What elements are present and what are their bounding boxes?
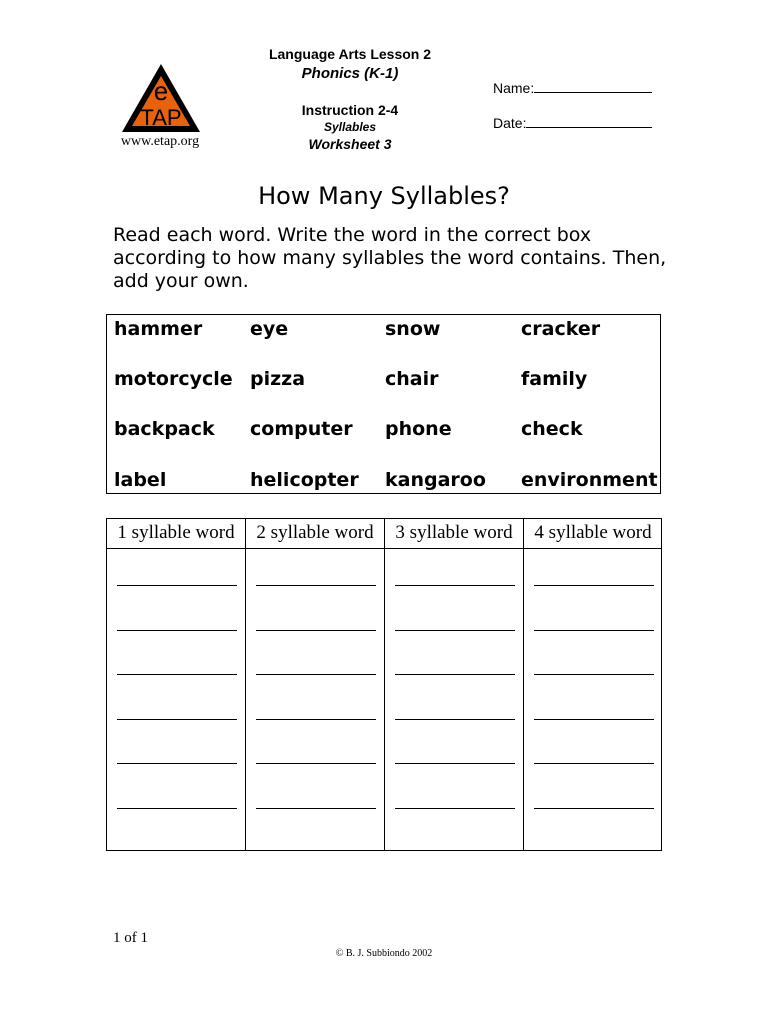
- header-divider: [107, 548, 661, 549]
- word-bank-word: chair: [385, 368, 439, 390]
- column-header-1-syllable: 1 syllable word: [117, 522, 235, 543]
- answer-blank-line[interactable]: [395, 585, 515, 586]
- word-bank-word: label: [114, 469, 167, 491]
- column-header-2-syllable: 2 syllable word: [256, 522, 374, 543]
- instruction-number: Instruction 2-4: [301, 102, 399, 118]
- column-divider: [523, 519, 524, 850]
- instructions-text: Read each word. Write the word in the correct box according to how many syllables the word contains. Then, add your own.: [113, 224, 667, 292]
- column-divider: [245, 519, 246, 850]
- name-blank[interactable]: [534, 80, 652, 93]
- date-blank[interactable]: [526, 115, 652, 128]
- answer-blank-line[interactable]: [534, 630, 654, 631]
- answer-blank-line[interactable]: [256, 719, 376, 720]
- word-bank-word: motorcycle: [114, 368, 233, 390]
- logo-e: e: [153, 76, 169, 106]
- answer-blank-line[interactable]: [395, 808, 515, 809]
- syllable-sort-table: [106, 518, 662, 851]
- column-header-4-syllable: 4 syllable word: [534, 522, 652, 543]
- answer-blank-line[interactable]: [256, 808, 376, 809]
- word-bank-word: computer: [250, 418, 353, 440]
- answer-blank-line[interactable]: [256, 674, 376, 675]
- answer-blank-line[interactable]: [117, 630, 237, 631]
- answer-blank-line[interactable]: [534, 585, 654, 586]
- word-bank: [106, 314, 661, 494]
- word-bank-word: hammer: [114, 318, 203, 340]
- word-bank-word: cracker: [521, 318, 601, 340]
- word-bank-word: phone: [385, 418, 452, 440]
- answer-blank-line[interactable]: [117, 808, 237, 809]
- date-field: [493, 115, 652, 131]
- answer-blank-line[interactable]: [534, 763, 654, 764]
- word-bank-word: eye: [250, 318, 289, 340]
- word-bank-word: pizza: [250, 368, 306, 390]
- answer-blank-line[interactable]: [117, 763, 237, 764]
- answer-blank-line[interactable]: [534, 674, 654, 675]
- word-bank-word: check: [521, 418, 583, 440]
- worksheet-title: How Many Syllables?: [258, 182, 510, 210]
- answer-blank-line[interactable]: [256, 585, 376, 586]
- name-field: [493, 80, 652, 96]
- word-bank-word: environment: [521, 469, 658, 491]
- column-divider: [384, 519, 385, 850]
- website-url: www.etap.org: [120, 134, 200, 149]
- answer-blank-line[interactable]: [534, 719, 654, 720]
- answer-blank-line[interactable]: [395, 763, 515, 764]
- lesson-title: Language Arts Lesson 2: [268, 46, 432, 62]
- answer-blank-line[interactable]: [117, 719, 237, 720]
- word-bank-word: backpack: [114, 418, 215, 440]
- date-label: Date:: [493, 115, 527, 131]
- answer-blank-line[interactable]: [117, 585, 237, 586]
- worksheet-label: Worksheet 3: [308, 136, 392, 152]
- answer-blank-line[interactable]: [534, 808, 654, 809]
- column-header-3-syllable: 3 syllable word: [395, 522, 513, 543]
- answer-blank-line[interactable]: [256, 763, 376, 764]
- answer-blank-line[interactable]: [256, 630, 376, 631]
- answer-blank-line[interactable]: [117, 674, 237, 675]
- subject-title: Phonics (K-1): [301, 65, 399, 82]
- topic-label: Syllables: [323, 120, 377, 134]
- word-bank-word: snow: [385, 318, 441, 340]
- logo-tap: TAP: [140, 105, 182, 130]
- word-bank-word: kangaroo: [385, 469, 486, 491]
- name-label: Name:: [493, 80, 535, 96]
- etap-logo: [120, 62, 202, 134]
- answer-blank-line[interactable]: [395, 719, 515, 720]
- answer-blank-line[interactable]: [395, 630, 515, 631]
- copyright-notice: © B. J. Subbiondo 2002: [335, 948, 433, 959]
- word-bank-word: helicopter: [250, 469, 359, 491]
- page-number: 1 of 1: [113, 930, 148, 946]
- word-bank-word: family: [521, 368, 588, 390]
- answer-blank-line[interactable]: [395, 674, 515, 675]
